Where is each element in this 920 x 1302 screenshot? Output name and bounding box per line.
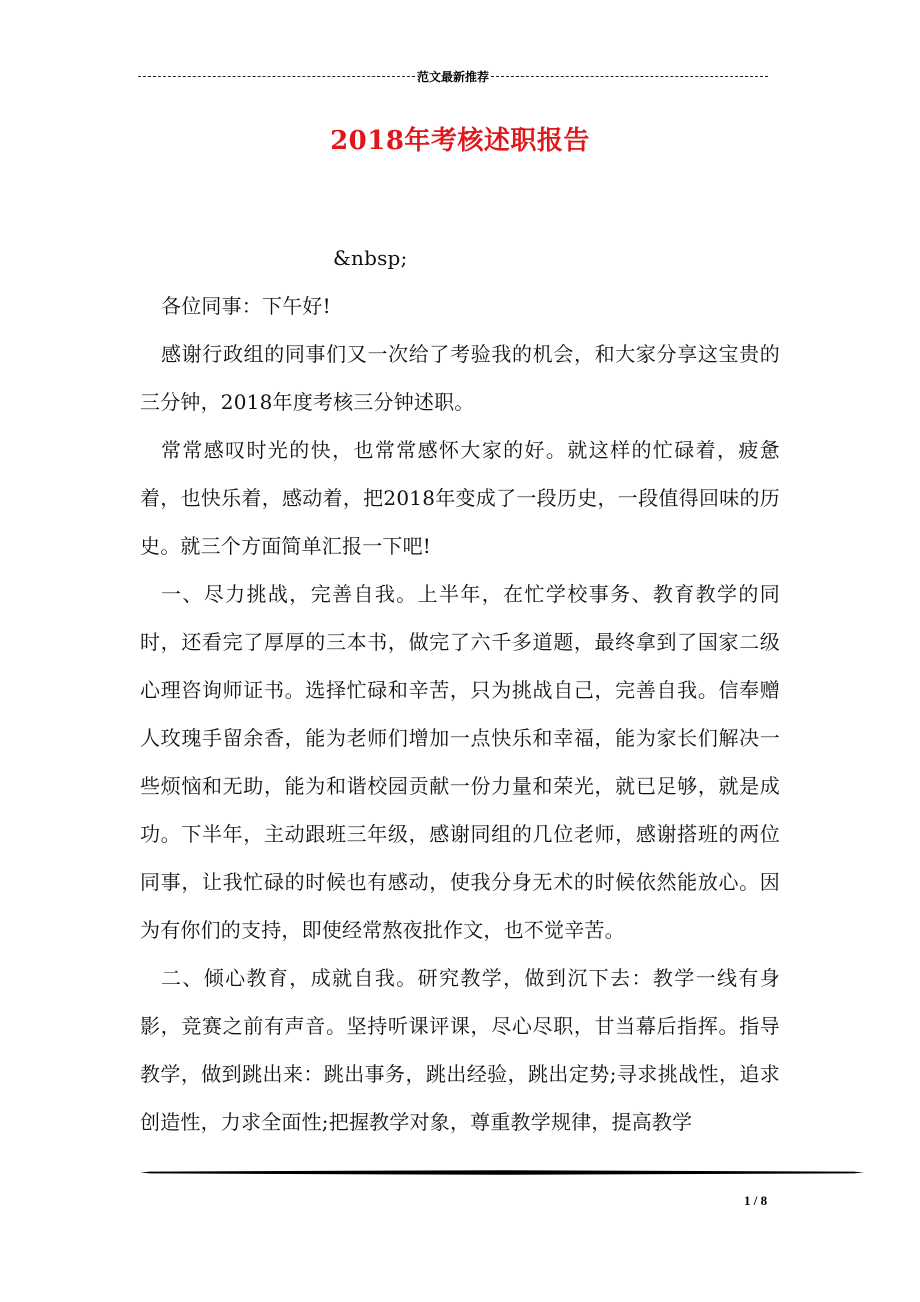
paragraph-thanks: 感谢行政组的同事们又一次给了考验我的机会，和大家分享这宝贵的三分钟，2018年度考核三分钟述职。 <box>140 342 780 414</box>
paragraph-nbsp: &nbsp; <box>333 246 408 270</box>
header-dash-right <box>491 76 768 77</box>
paragraph-section-one: 一、尽力挑战，完善自我。上半年，在忙学校事务、教育教学的同时，还看完了厚厚的三本书，做完了六千多道题，最终拿到了国家二级心理咨询师证书。选择忙碌和辛苦，只为挑战自己，完善自我。信奉赠人玫瑰手留余香，能为老师们增加一点快乐和幸福，能为家长们解决一些烦恼和无助，能为和谐校园贡献一份力量和荣光，就已足够，就是成功。下半年，主动跟班三年级，感谢同组的几位老师，感谢搭班的两位同事，让我忙碌的时候也有感动，使我分身无术的时候依然能放心。因为有你们的支持，即使经常熬夜批作文，也不觉辛苦。 <box>140 582 780 942</box>
document-title: 2018年考核述职报告 <box>330 126 590 156</box>
paragraph-reflection: 常常感叹时光的快，也常常感怀大家的好。就这样的忙碌着，疲惫着，也快乐着，感动着，把2018年变成了一段历史，一段值得回味的历史。就三个方面简单汇报一下吧! <box>140 438 780 558</box>
paragraph-greeting: 各位同事：下午好! <box>161 294 331 318</box>
header-label: 范文最新推荐 <box>417 69 490 84</box>
header-dash-left <box>138 76 415 77</box>
footer-rule <box>140 1166 864 1180</box>
page-number: 1 / 8 <box>744 1193 768 1208</box>
paragraph-section-two: 二、倾心教育，成就自我。研究教学，做到沉下去：教学一线有身影，竞赛之前有声音。坚持听课评课，尽心尽职，甘当幕后指挥。指导教学，做到跳出来：跳出事务，跳出经验，跳出定势;寻求挑战性，追求创造性，力求全面性;把握教学对象，尊重教学规律，提高教学 <box>140 966 780 1134</box>
document-body <box>140 234 780 1146</box>
header-rule <box>138 66 768 86</box>
